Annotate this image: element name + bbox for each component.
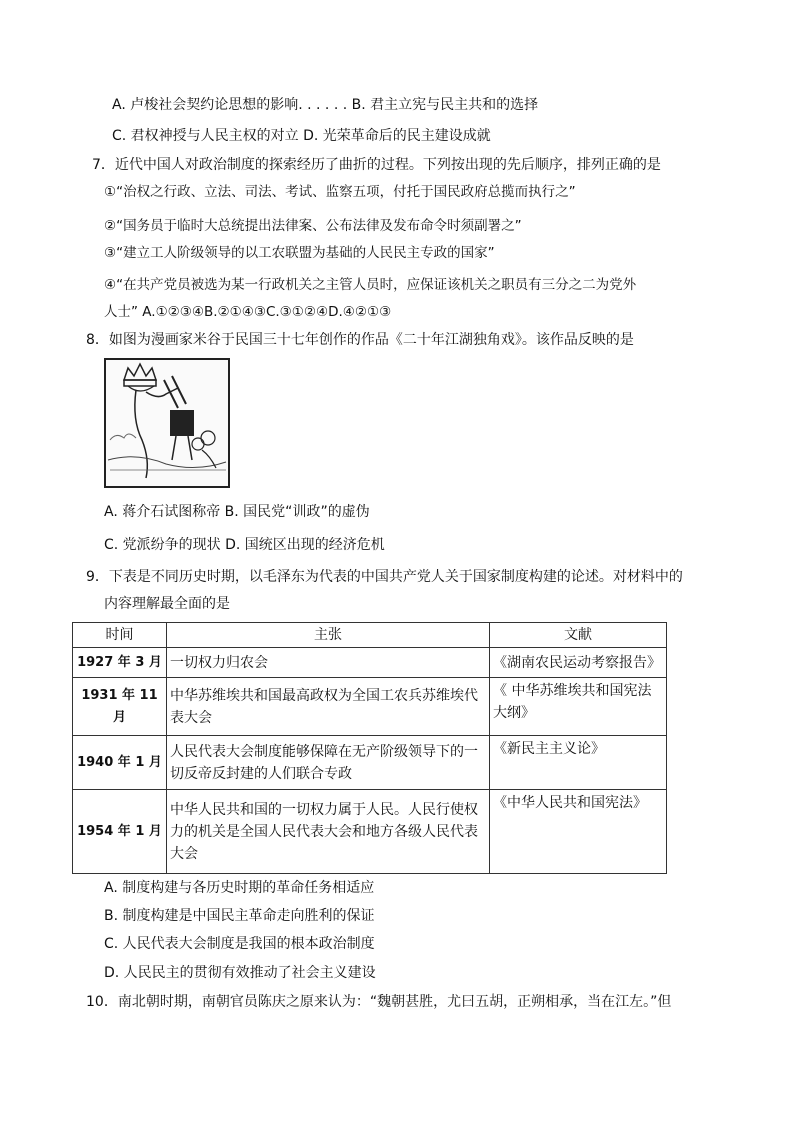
q8-options-ab: A. 蒋介石试图称帝 B. 国民党“训政”的虚伪	[104, 504, 370, 520]
cell-claim: 人民代表大会制度能够保障在无产阶级领导下的一切反帝反封建的人们联合专政	[167, 736, 490, 790]
q7-statement-1: ①“治权之行政、立法、司法、考试、监察五项，付托于国民政府总揽而执行之”	[104, 184, 576, 200]
q8-options-cd: C. 党派纷争的现状 D. 国统区出现的经济危机	[104, 537, 385, 553]
cell-document: 《湖南农民运动考察报告》	[490, 648, 667, 678]
q8-stem: 8．如图为漫画家米谷于民国三十七年创作的作品《二十年江湖独角戏》。该作品反映的是	[86, 332, 634, 348]
table-row	[73, 736, 667, 790]
history-table	[72, 622, 667, 874]
table-row	[73, 648, 667, 678]
q9-option-d: D. 人民民主的贯彻有效推动了社会主义建设	[104, 965, 376, 981]
q10-stem: 10．南北朝时期，南朝官员陈庆之原来认为：“魏朝甚胜，尤曰五胡，正朔相承，当在江左。”但	[86, 994, 672, 1010]
cell-document: 《 中华苏维埃共和国宪法大纲》	[490, 678, 667, 736]
cell-claim: 一切权力归农会	[167, 648, 490, 678]
header-claim: 主张	[167, 623, 490, 648]
q9-option-b: B. 制度构建是中国民主革命走向胜利的保证	[104, 908, 375, 924]
q7-statement-4: ④“在共产党员被选为某一行政机关之主管人员时，应保证该机关之职员有三分之二为党外	[104, 277, 637, 293]
q9-option-c: C. 人民代表大会制度是我国的根本政治制度	[104, 936, 375, 952]
q7-stem: 7．近代中国人对政治制度的探索经历了曲折的过程。下列按出现的先后顺序，排列正确的是	[92, 157, 661, 173]
cell-time: 1940 年 1 月	[73, 736, 167, 790]
cell-claim: 中华人民共和国的一切权力属于人民。人民行使权力的机关是全国人民代表大会和地方各级人民代表大会	[167, 790, 490, 874]
q9-stem-line2: 内容理解最全面的是	[104, 596, 230, 612]
q7-statement-3: ③“建立工人阶级领导的以工农联盟为基础的人民民主专政的国家”	[104, 245, 495, 261]
q9-option-a: A. 制度构建与各历史时期的革命任务相适应	[104, 880, 375, 896]
header-document: 文献	[490, 623, 667, 648]
table-header-row	[73, 623, 667, 648]
header-time: 时间	[73, 623, 167, 648]
cell-time: 1927 年 3 月	[73, 648, 167, 678]
table-row	[73, 790, 667, 874]
cell-document: 《中华人民共和国宪法》	[490, 790, 667, 874]
q6-options-ab: A. 卢梭社会契约论思想的影响. . . . . . B. 君主立宪与民主共和的选择	[112, 97, 539, 113]
table-row	[73, 678, 667, 736]
q6-options-cd: C. 君权神授与人民主权的对立 D. 光荣革命后的民主建设成就	[112, 128, 491, 144]
cartoon-drawing	[106, 360, 228, 486]
cell-claim: 中华苏维埃共和国最高政权为全国工农兵苏维埃代表大会	[167, 678, 490, 736]
q9-stem-line1: 9．下表是不同历史时期，以毛泽东为代表的中国共产党人关于国家制度构建的论述。对材料中的	[86, 569, 683, 585]
cartoon-image	[104, 358, 230, 488]
cell-time: 1954 年 1 月	[73, 790, 167, 874]
cell-document: 《新民主主义论》	[490, 736, 667, 790]
cell-time: 1931 年 11 月	[73, 678, 167, 736]
q7-statement-4-cont-options: 人士” A.①②③④B.②①④③C.③①②④D.④②①③	[104, 304, 392, 320]
q7-statement-2: ②“国务员于临时大总统提出法律案、公布法律及发布命令时须副署之”	[104, 218, 522, 234]
